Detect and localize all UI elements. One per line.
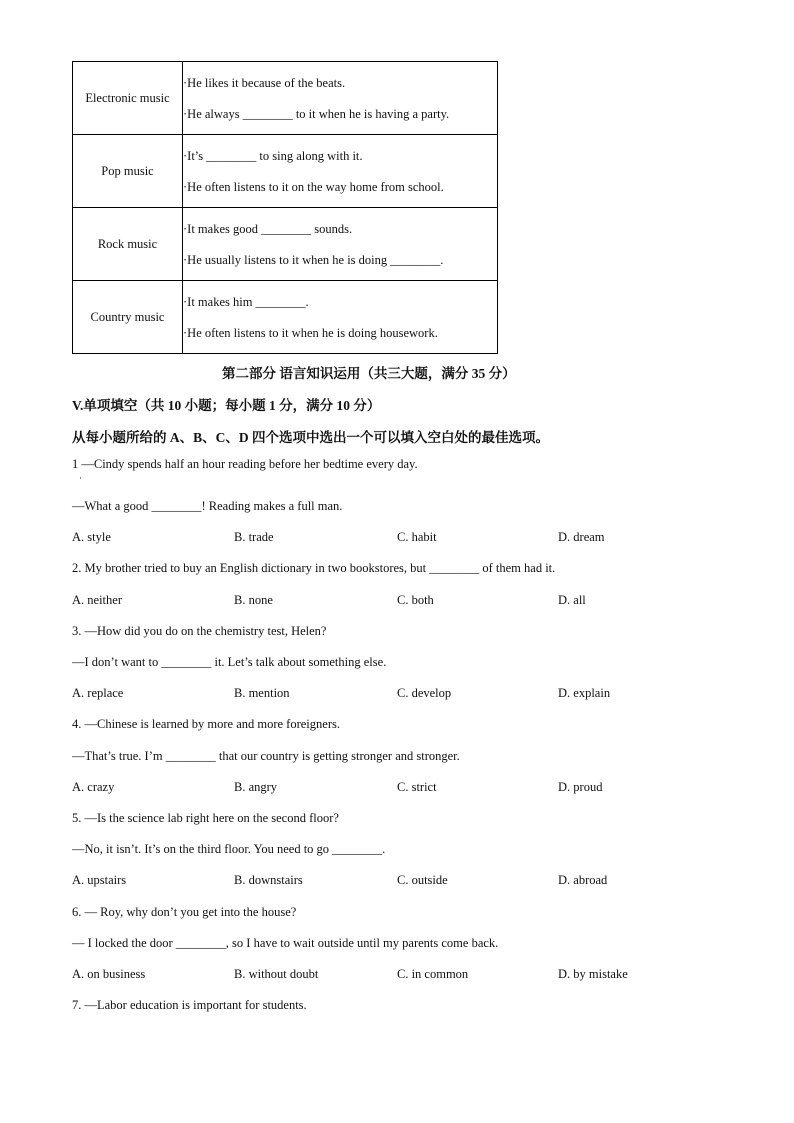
- option-c[interactable]: C. habit: [397, 530, 437, 544]
- option-c[interactable]: C. strict: [397, 780, 437, 794]
- table-row: [73, 135, 498, 208]
- option-a[interactable]: A. neither: [72, 593, 122, 607]
- question-text: —That’s true. I’m ________ that our country is getting stronger and stronger.: [72, 749, 460, 763]
- option-c[interactable]: C. both: [397, 593, 434, 607]
- option-a[interactable]: A. crazy: [72, 780, 115, 794]
- table-row: [73, 208, 498, 281]
- question-text: 6. — Roy, why don’t you get into the house?: [72, 905, 297, 919]
- option-d[interactable]: D. all: [558, 593, 586, 607]
- option-b[interactable]: B. trade: [234, 530, 274, 544]
- question-text: —No, it isn’t. It’s on the third floor. You need to go ________.: [72, 842, 386, 856]
- music-table: [72, 61, 498, 354]
- instruction: 从每小题所给的 A、B、C、D 四个选项中选出一个可以填入空白处的最佳选项。: [72, 430, 550, 445]
- table-row: [73, 62, 498, 135]
- note-line: ·It’s ________ to sing along with it.: [183, 148, 363, 163]
- option-b[interactable]: B. without doubt: [234, 967, 319, 981]
- note-line: ·He always ________ to it when he is having a party.: [183, 106, 450, 121]
- option-a[interactable]: A. style: [72, 530, 111, 544]
- option-d[interactable]: D. explain: [558, 686, 611, 700]
- question-text: —What a good ________! Reading makes a full man.: [72, 499, 343, 513]
- option-c[interactable]: C. develop: [397, 686, 452, 700]
- note-line: ·It makes good ________ sounds.: [183, 221, 353, 236]
- option-a[interactable]: A. replace: [72, 686, 124, 700]
- note-line: ·He usually listens to it when he is doing ________.: [183, 252, 444, 267]
- note-line: ·He often listens to it on the way home from school.: [183, 179, 444, 194]
- question-text: 1 —Cindy spends half an hour reading before her bedtime every day.: [72, 457, 418, 471]
- option-d[interactable]: D. by mistake: [558, 967, 628, 981]
- option-c[interactable]: C. outside: [397, 873, 448, 887]
- part-title: 第二部分 语言知识运用（共三大题，满分 35 分）: [222, 366, 516, 381]
- notes-cell: [183, 62, 498, 135]
- genre-cell: Country music: [73, 281, 183, 354]
- question-text: 5. —Is the science lab right here on the second floor?: [72, 811, 339, 825]
- option-a[interactable]: A. on business: [72, 967, 146, 981]
- note-line: ·It makes him ________.: [183, 294, 309, 309]
- note-line: ·He often listens to it when he is doing housework.: [183, 325, 438, 340]
- note-line: ·He likes it because of the beats.: [183, 75, 346, 90]
- notes-cell: [183, 208, 498, 281]
- question-text: 2. My brother tried to buy an English dictionary in two bookstores, but ________ of them had it.: [72, 561, 556, 575]
- notes-cell: [183, 135, 498, 208]
- question-text: — I locked the door ________, so I have to wait outside until my parents come back.: [72, 936, 499, 950]
- genre-cell: Rock music: [73, 208, 183, 281]
- option-b[interactable]: B. mention: [234, 686, 290, 700]
- option-d[interactable]: D. abroad: [558, 873, 608, 887]
- option-b[interactable]: B. downstairs: [234, 873, 303, 887]
- section-title: V.单项填空（共 10 小题；每小题 1 分，满分 10 分）: [72, 398, 381, 413]
- table-row: [73, 281, 498, 354]
- question-text: 7. —Labor education is important for students.: [72, 998, 307, 1012]
- question-text: 3. —How did you do on the chemistry test, Helen?: [72, 624, 327, 638]
- genre-cell: Electronic music: [73, 62, 183, 135]
- genre-cell: Pop music: [73, 135, 183, 208]
- decorative-dot: ·: [79, 473, 82, 483]
- option-c[interactable]: C. in common: [397, 967, 469, 981]
- option-b[interactable]: B. none: [234, 593, 273, 607]
- option-d[interactable]: D. proud: [558, 780, 603, 794]
- notes-cell: [183, 281, 498, 354]
- question-text: —I don’t want to ________ it. Let’s talk about something else.: [72, 655, 387, 669]
- option-d[interactable]: D. dream: [558, 530, 605, 544]
- option-a[interactable]: A. upstairs: [72, 873, 127, 887]
- option-b[interactable]: B. angry: [234, 780, 278, 794]
- question-text: 4. —Chinese is learned by more and more foreigners.: [72, 717, 340, 731]
